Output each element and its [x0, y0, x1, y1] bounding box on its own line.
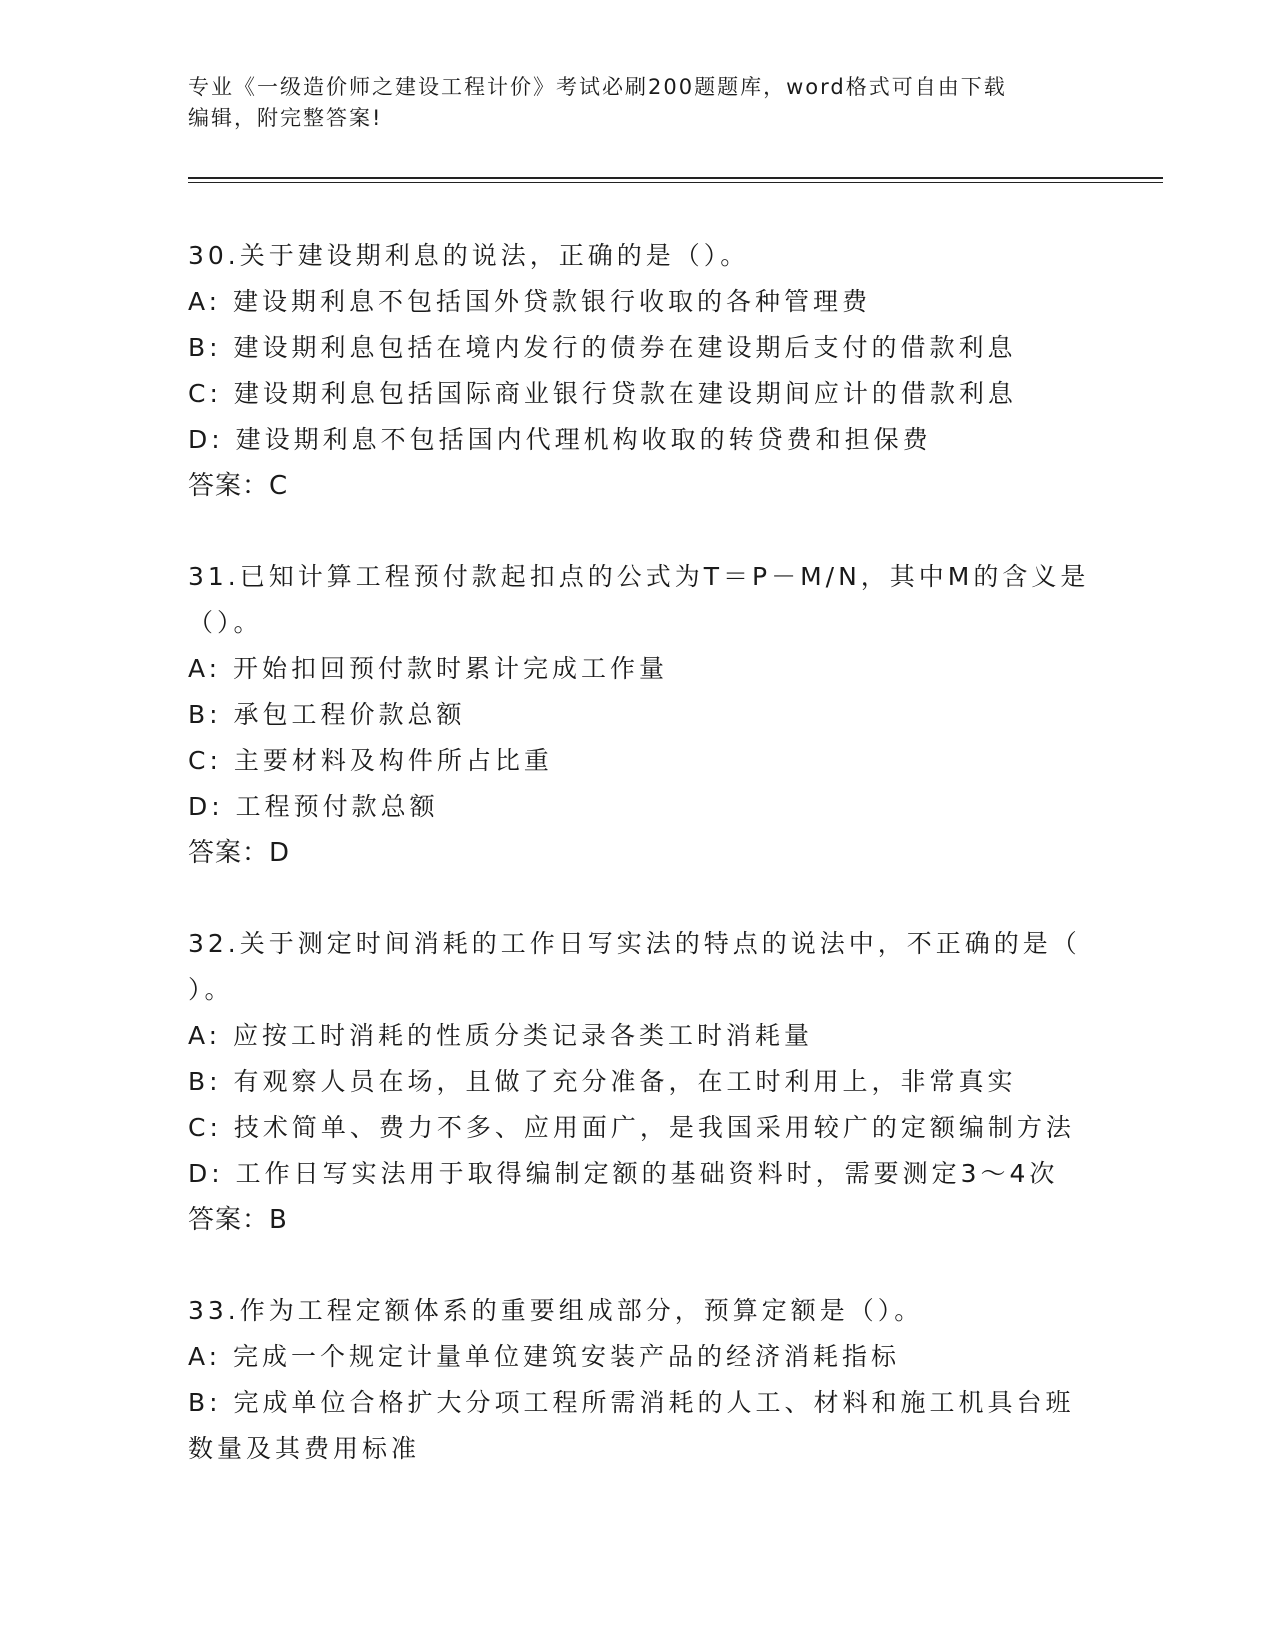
option-b-continued: 数量及其费用标准	[188, 1434, 421, 1463]
document-page	[188, 0, 1163, 1650]
question-stem: 30.关于建设期利息的说法，正确的是（）。	[188, 241, 750, 270]
question-32	[188, 921, 1163, 1243]
option-c: C: 技术简单、费力不多、应用面广，是我国采用较广的定额编制方法	[188, 1113, 1075, 1142]
option-c: C: 主要材料及构件所占比重	[188, 746, 553, 775]
divider-line-thin	[188, 182, 1163, 183]
header-line-1: 专业《一级造价师之建设工程计价》考试必刷200题题库，word格式可自由下载	[188, 75, 1007, 99]
answer-line: 答案：C	[188, 471, 289, 501]
question-list	[188, 233, 1163, 1517]
question-stem: 33.作为工程定额体系的重要组成部分，预算定额是（）。	[188, 1296, 924, 1325]
option-b: B: 承包工程价款总额	[188, 700, 466, 729]
option-b: B: 完成单位合格扩大分项工程所需消耗的人工、材料和施工机具台班	[188, 1388, 1075, 1417]
option-c: C: 建设期利息包括国际商业银行贷款在建设期间应计的借款利息	[188, 379, 1017, 408]
question-stem-continued: （）。	[188, 608, 263, 637]
question-stem-continued: ）。	[188, 975, 234, 1004]
question-31	[188, 554, 1163, 876]
header-divider	[188, 177, 1163, 183]
question-33	[188, 1288, 1163, 1472]
question-30	[188, 233, 1163, 509]
option-b: B: 有观察人员在场，且做了充分准备，在工时利用上，非常真实	[188, 1067, 1017, 1096]
option-d: D: 工程预付款总额	[188, 792, 439, 821]
option-d: D: 工作日写实法用于取得编制定额的基础资料时，需要测定3～4次	[188, 1159, 1059, 1188]
header-line-2: 编辑，附完整答案!	[188, 106, 383, 130]
option-a: A: 建设期利息不包括国外贷款银行收取的各种管理费	[188, 287, 872, 316]
document-header	[188, 72, 1088, 134]
option-a: A: 完成一个规定计量单位建筑安装产品的经济消耗指标	[188, 1342, 901, 1371]
answer-line: 答案：D	[188, 838, 291, 868]
option-a: A: 开始扣回预付款时累计完成工作量	[188, 654, 669, 683]
option-a: A: 应按工时消耗的性质分类记录各类工时消耗量	[188, 1021, 814, 1050]
question-stem: 32.关于测定时间消耗的工作日写实法的特点的说法中，不正确的是（	[188, 929, 1081, 958]
option-d: D: 建设期利息不包括国内代理机构收取的转贷费和担保费	[188, 425, 932, 454]
option-b: B: 建设期利息包括在境内发行的债券在建设期后支付的借款利息	[188, 333, 1017, 362]
question-stem: 31.已知计算工程预付款起扣点的公式为T＝P－M/N，其中M的含义是	[188, 562, 1090, 591]
divider-line-thick	[188, 177, 1163, 179]
answer-line: 答案：B	[188, 1205, 288, 1235]
